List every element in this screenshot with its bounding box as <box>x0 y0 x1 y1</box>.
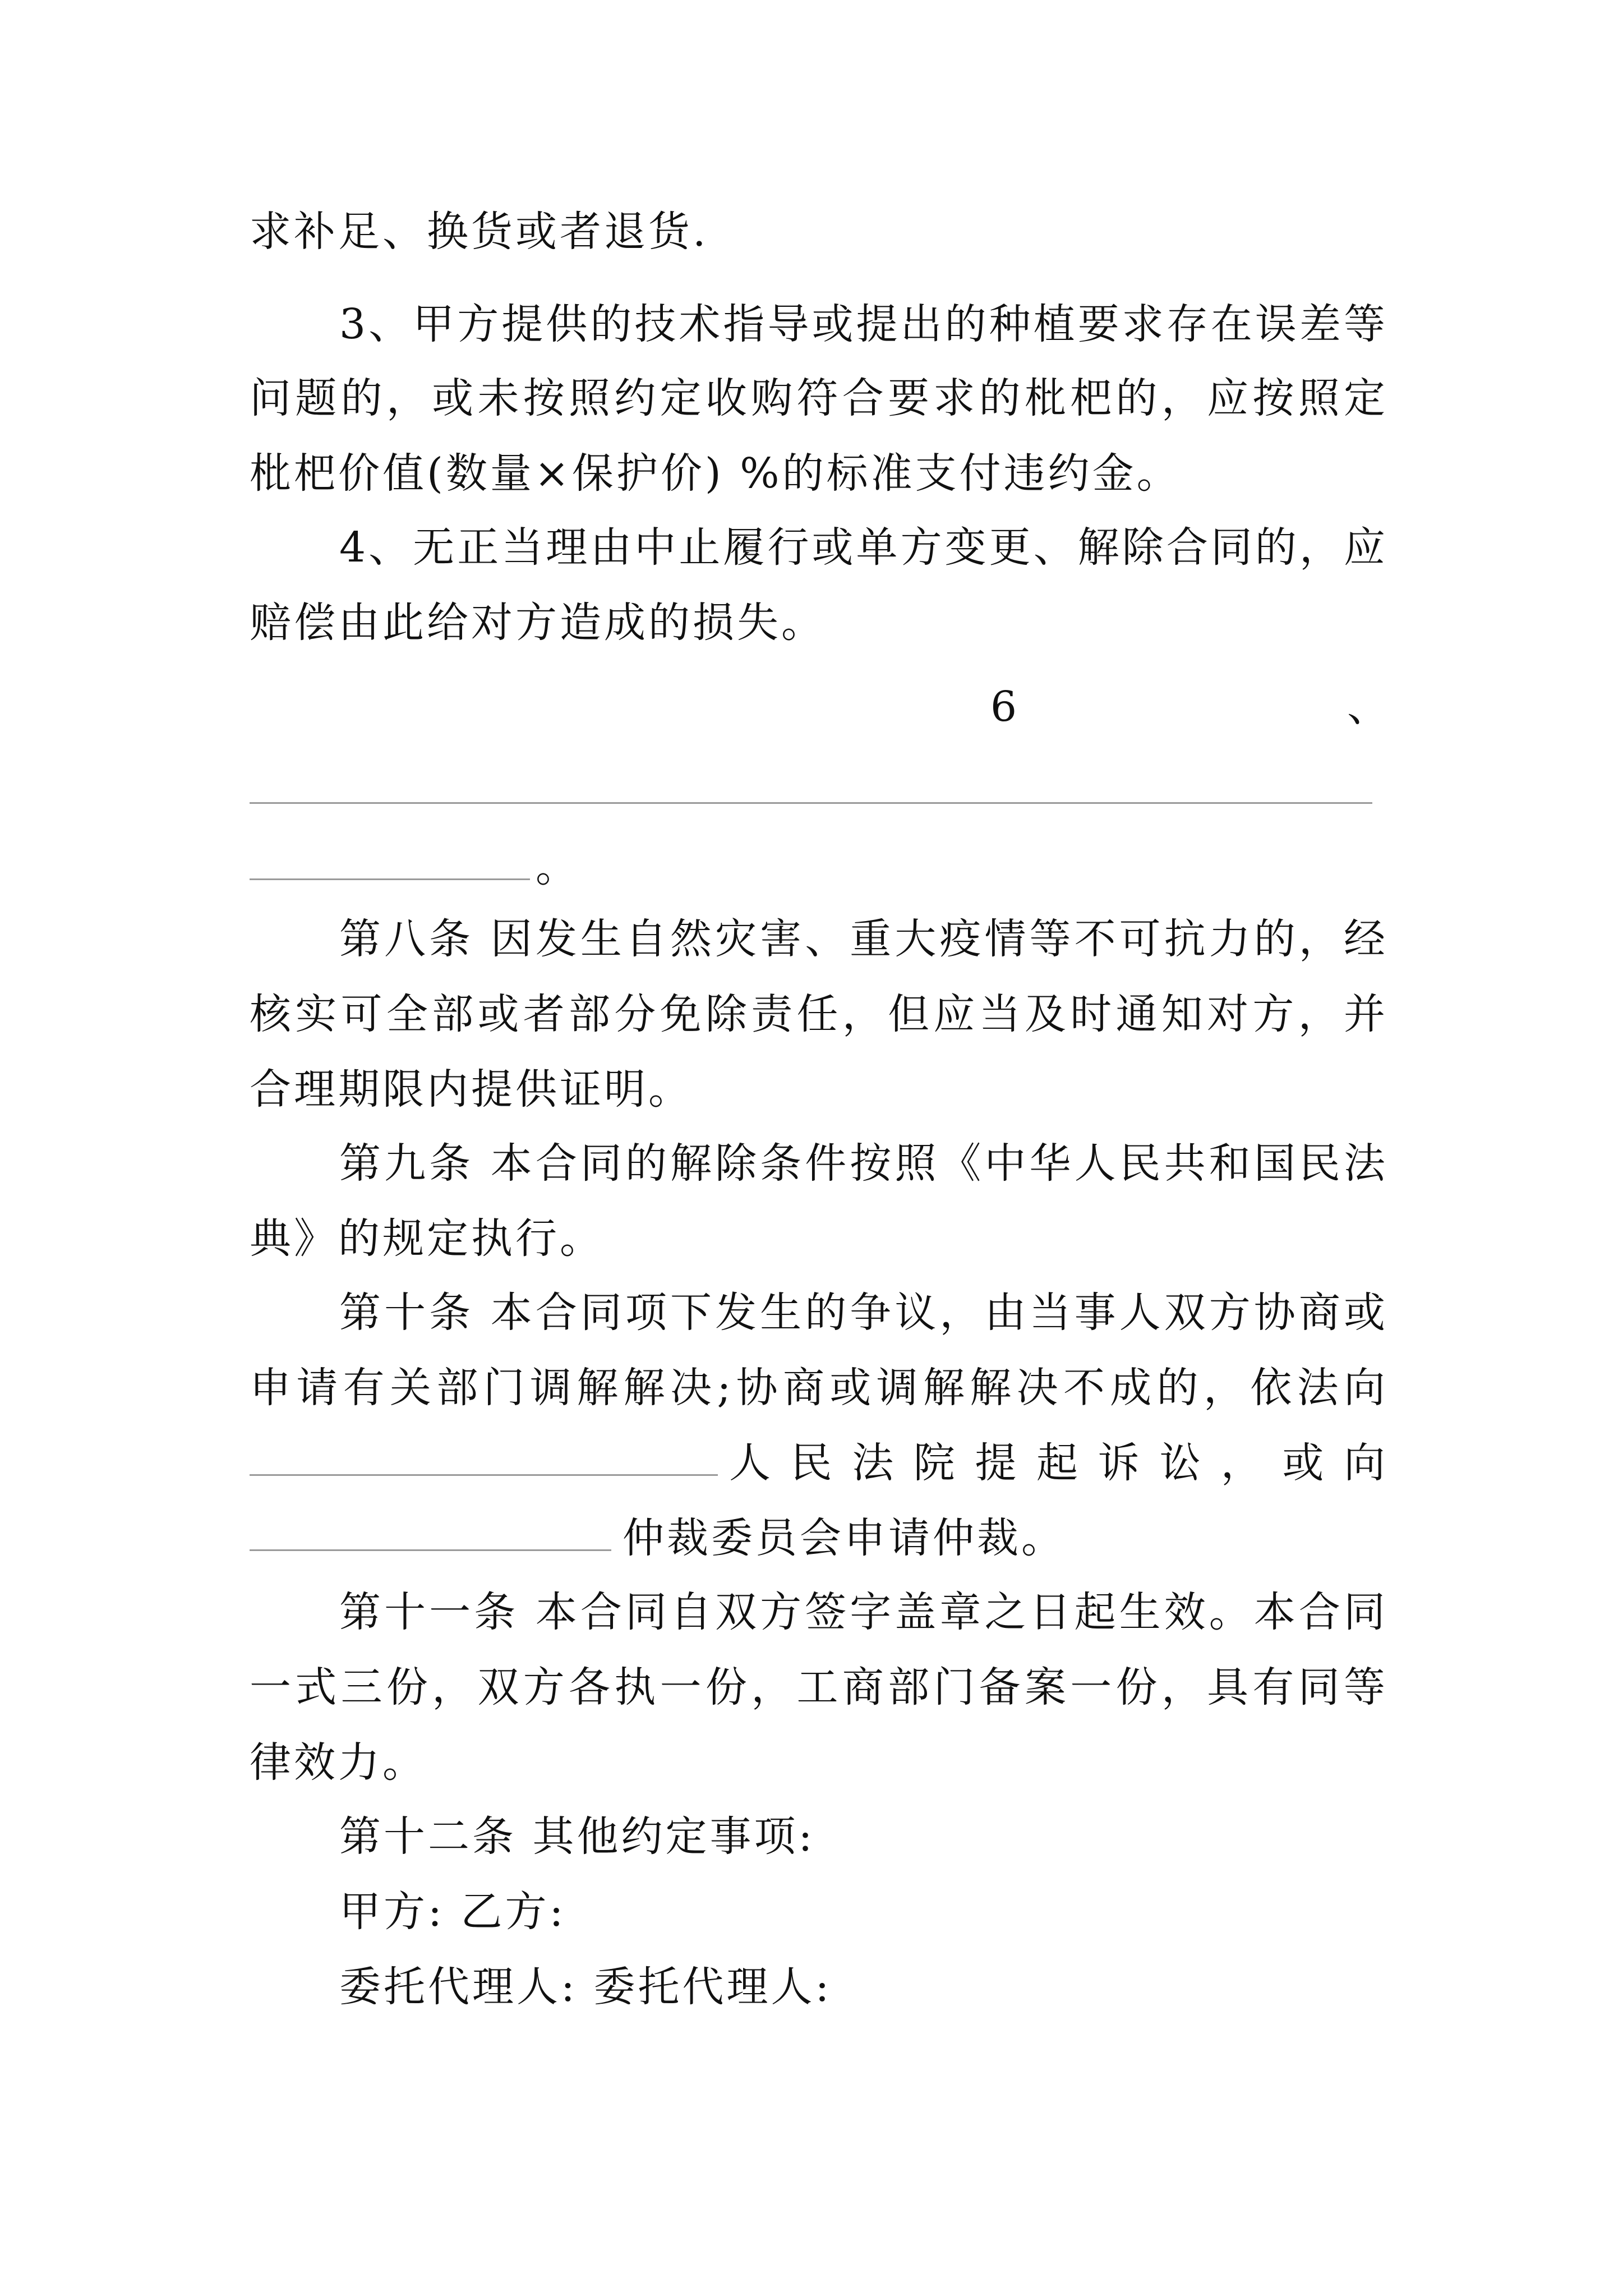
article-8-line-2: 核实可全部或者部分免除责任，但应当及时通知对方，并 <box>250 990 1388 1038</box>
article-8-line-3: 合理期限内提供证明。 <box>250 1065 693 1114</box>
clause-4-line-2: 赔偿由此给对方造成的损失。 <box>250 599 826 647</box>
blank-fill-line <box>250 1474 718 1476</box>
clause-3-line-3: 枇杷价值(数量×保护价) %的标准支付违约金。 <box>250 449 1181 498</box>
clause-6-number: 6 <box>990 683 1017 731</box>
article-9-line-1: 第九条 本合同的解除条件按照《中华人民共和国民法 <box>339 1139 1388 1188</box>
article-11-line-3: 律效力。 <box>250 1738 427 1787</box>
article-10-line-2: 申请有关部门调解解决;协商或调解解决不成的，依法向 <box>250 1364 1388 1412</box>
paragraph-line: 求补足、换货或者退货. <box>250 208 709 256</box>
article-9-line-2: 典》的规定执行。 <box>250 1214 604 1263</box>
article-10-line-4: 仲裁委员会申请仲裁。 <box>623 1514 1066 1562</box>
clause-4-line-1: 4、无正当理由中止履行或单方变更、解除合同的，应 <box>339 523 1388 572</box>
agent-labels-line: 委托代理人: 委托代理人: <box>339 1963 832 2011</box>
party-labels-line: 甲方: 乙方: <box>339 1888 566 1936</box>
clause-6-end-mark: 。 <box>536 843 577 891</box>
article-11-line-2: 一式三份，双方各执一份，工商部门备案一份，具有同等 <box>250 1663 1388 1711</box>
article-10-line-1: 第十条 本合同项下发生的争议，由当事人双方协商或 <box>339 1289 1388 1337</box>
clause-6-mark: 、 <box>1347 683 1389 731</box>
blank-fill-line <box>250 878 530 880</box>
clause-3-line-2: 问题的，或未按照约定收购符合要求的枇杷的，应按照定 <box>250 374 1388 422</box>
article-8-line-1: 第八条 因发生自然灾害、重大疫情等不可抗力的，经 <box>339 915 1388 963</box>
blank-fill-line <box>250 1549 611 1551</box>
clause-3-line-1: 3、甲方提供的技术指导或提出的种植要求存在误差等 <box>339 300 1388 348</box>
article-11-line-1: 第十一条 本合同自双方签字盖章之日起生效。本合同 <box>339 1588 1388 1636</box>
blank-fill-line <box>250 802 1372 804</box>
article-12-line: 第十二条 其他约定事项: <box>339 1812 815 1861</box>
article-10-line-3: 人民法院提起诉讼，或向 <box>729 1439 1388 1487</box>
